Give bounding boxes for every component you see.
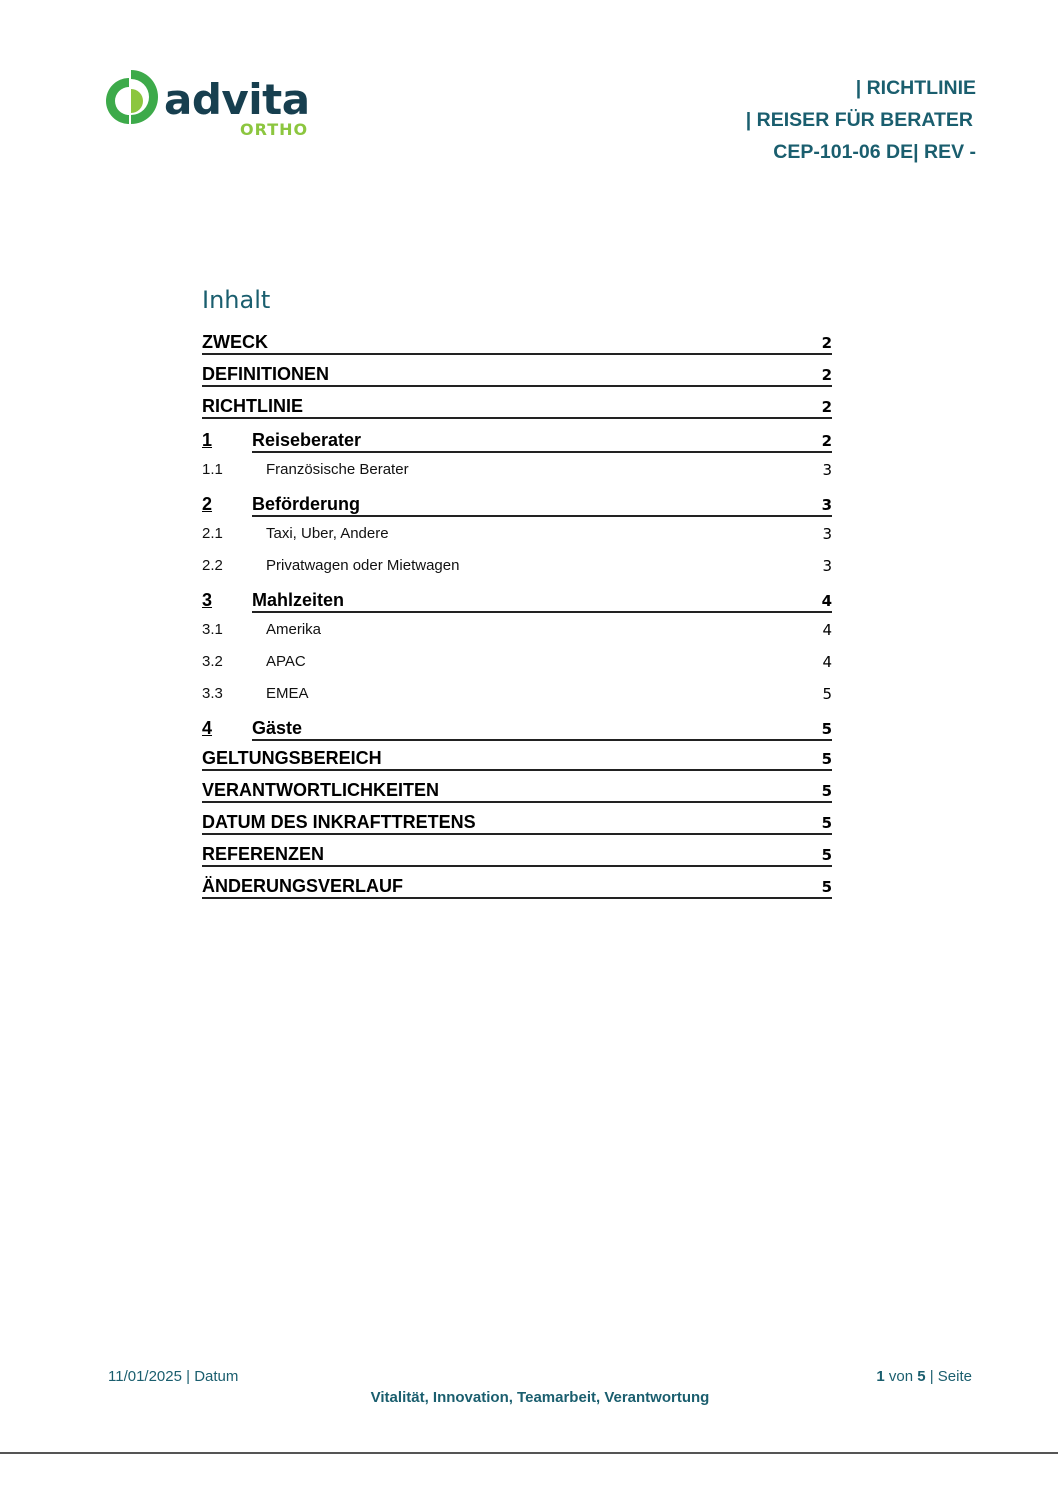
toc-entry-label[interactable]: DEFINITIONEN [202, 364, 330, 384]
toc-entry-number: 4 [202, 718, 213, 738]
toc-entry[interactable] [202, 483, 832, 515]
toc-title: Inhalt [202, 286, 271, 314]
toc-entry-page: 4 [821, 592, 832, 610]
toc-entry-number: 1.1 [202, 461, 223, 478]
toc-entry-page: 5 [821, 846, 832, 864]
current-page: 1 [876, 1368, 885, 1385]
toc-entry-label[interactable]: EMEA [266, 685, 309, 702]
toc-entry-page: 2 [821, 398, 832, 416]
toc-entry-page: 4 [822, 653, 832, 671]
toc-entry[interactable] [202, 643, 832, 675]
logo-wordmark: advita [164, 75, 310, 124]
company-logo [102, 70, 317, 142]
toc-entry[interactable] [202, 355, 832, 387]
toc-entry-label[interactable]: ÄNDERUNGSVERLAUF [202, 876, 404, 896]
toc-entry-number: 3 [202, 590, 213, 610]
document-header [746, 72, 976, 168]
toc-entry[interactable] [202, 675, 832, 707]
header-doc-id: CEP-101-06 DE| REV - [773, 141, 976, 163]
toc-entry-label[interactable]: Privatwagen oder Mietwagen [266, 557, 460, 574]
toc-entry-page: 2 [821, 366, 832, 384]
toc-entry-number: 2.2 [202, 557, 223, 574]
toc-entry[interactable] [202, 387, 832, 419]
advita-logo-mark-icon [102, 70, 158, 132]
toc-entry-page: 3 [822, 461, 832, 479]
toc-entry[interactable] [202, 739, 832, 771]
toc-list [202, 323, 832, 899]
toc-entry[interactable] [202, 803, 832, 835]
toc-entry-page: 3 [822, 525, 832, 543]
page-bottom-divider [0, 1452, 1058, 1454]
toc-entry-page: 5 [821, 878, 832, 896]
toc-entry-label[interactable]: APAC [266, 653, 306, 670]
toc-entry-label[interactable]: Amerika [266, 621, 322, 638]
toc-entry-label[interactable]: DATUM DES INKRAFTTRETENS [202, 812, 476, 832]
header-doc-title: | REISER FÜR BERATER [745, 109, 973, 131]
toc-entry[interactable] [202, 579, 832, 611]
toc-entry-page: 5 [821, 814, 832, 832]
toc-entry-page: 4 [822, 621, 832, 639]
footer-motto: Vitalität, Innovation, Teamarbeit, Verantwortung [370, 1389, 710, 1406]
toc-entry[interactable] [202, 547, 832, 579]
toc-entry-page: 5 [821, 782, 832, 800]
toc-entry-number: 3.1 [202, 621, 223, 638]
toc-entry-label[interactable]: Reiseberater [252, 430, 362, 450]
toc-entry-label[interactable]: Gäste [252, 718, 303, 738]
toc-entry[interactable] [202, 323, 832, 355]
toc-entry[interactable] [202, 611, 832, 643]
toc-entry-page: 5 [821, 720, 832, 738]
toc-entry-page: 2 [821, 432, 832, 450]
toc-entry[interactable] [202, 867, 832, 899]
toc-entry-label[interactable]: Taxi, Uber, Andere [266, 525, 389, 542]
total-pages: 5 [917, 1368, 926, 1385]
toc-entry-page: 2 [821, 334, 832, 352]
toc-entry[interactable] [202, 835, 832, 867]
toc-entry[interactable] [202, 771, 832, 803]
toc-entry-page: 3 [821, 496, 832, 514]
toc-entry-number: 2 [202, 494, 213, 514]
toc-entry-number: 1 [202, 430, 213, 450]
toc-entry[interactable] [202, 707, 832, 739]
toc-entry-label[interactable]: VERANTWORTLICHKEITEN [202, 780, 439, 800]
toc-entry-page: 5 [822, 685, 832, 703]
toc-entry-label[interactable]: GELTUNGSBEREICH [202, 748, 382, 768]
footer-page-indicator [876, 1368, 972, 1385]
header-doc-type: | RICHTLINIE [855, 77, 976, 99]
toc-entry-label[interactable]: Französische Berater [266, 461, 409, 478]
toc-entry-number: 2.1 [202, 525, 223, 542]
page-suffix: | Seite [929, 1368, 972, 1385]
toc-entry[interactable] [202, 451, 832, 483]
toc-entry-page: 3 [822, 557, 832, 575]
toc-entry[interactable] [202, 419, 832, 451]
toc-entry-label[interactable]: REFERENZEN [202, 844, 325, 864]
footer-date: 11/01/2025 | Datum [108, 1368, 239, 1385]
page-of-label: von [888, 1368, 914, 1385]
toc-entry-page: 5 [821, 750, 832, 768]
toc-entry-label[interactable]: RICHTLINIE [202, 396, 303, 416]
toc-entry-number: 3.3 [202, 685, 223, 702]
toc-entry-number: 3.2 [202, 653, 223, 670]
toc-entry[interactable] [202, 515, 832, 547]
toc-entry-label[interactable]: Mahlzeiten [252, 590, 345, 610]
toc-entry-label[interactable]: Beförderung [252, 494, 360, 514]
toc-entry-label[interactable]: ZWECK [202, 332, 268, 352]
table-of-contents [202, 283, 832, 899]
logo-subtitle: ORTHO [240, 120, 309, 139]
